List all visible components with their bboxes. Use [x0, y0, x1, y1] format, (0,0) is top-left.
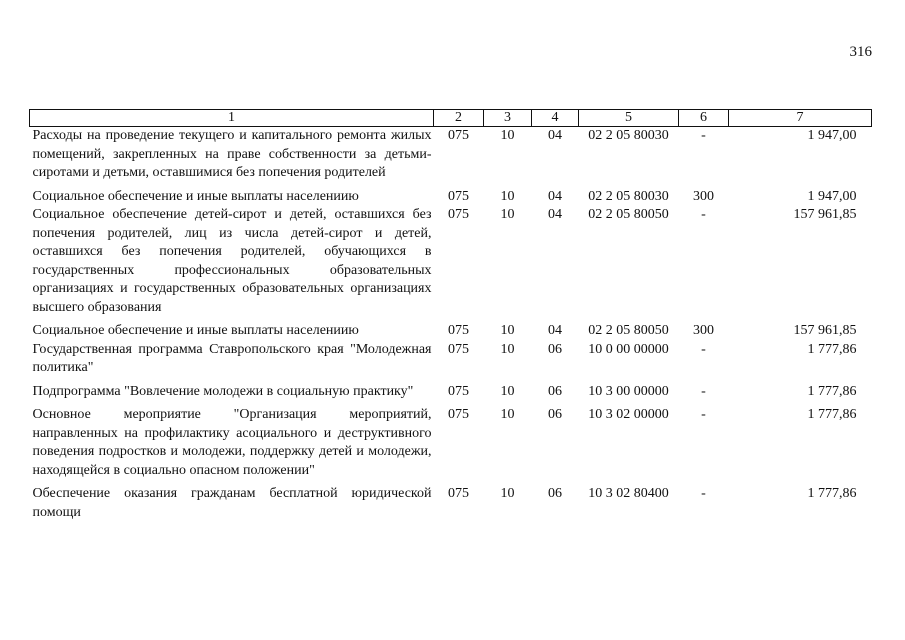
page-number: 316: [849, 44, 872, 60]
row-dept-code: 075: [448, 128, 469, 143]
row-amount: 1 777,86: [807, 341, 857, 357]
row-expense-type: -: [701, 128, 706, 143]
row-subsection-code: 06: [548, 486, 562, 501]
column-header-3: 3: [484, 110, 532, 127]
row-subsection-code: 06: [548, 383, 562, 399]
row-expense-type: -: [701, 207, 706, 222]
column-header-5: 5: [579, 110, 679, 127]
row-amount: 157 961,85: [793, 207, 857, 222]
row-section-code: 10: [500, 188, 515, 204]
table-row: [30, 383, 872, 407]
row-target-code: 02 2 05 80030: [588, 128, 669, 143]
table-row: [30, 206, 872, 322]
row-target-code: 02 2 05 80050: [588, 207, 669, 222]
row-target-code: 10 3 02 00000: [588, 407, 669, 422]
row-description: Расходы на проведение текущего и капитального ремонта жилых помещений, закрепленных на праве собственности за детьми-сиротами и детьми, оставшимися без попечения родителей: [32, 128, 432, 180]
table-row: [30, 485, 872, 522]
table-row: [30, 188, 872, 207]
table-row: [30, 322, 872, 341]
row-target-code: 10 3 02 80400: [588, 486, 669, 501]
row-dept-code: 075: [448, 407, 469, 422]
row-amount: 1 777,86: [807, 486, 857, 501]
row-section-code: 10: [500, 383, 515, 399]
row-dept-code: 075: [448, 486, 469, 501]
row-section-code: 10: [500, 128, 515, 143]
row-expense-type: -: [701, 407, 706, 422]
row-section-code: 10: [500, 407, 515, 422]
row-amount: 1 777,86: [807, 383, 857, 399]
row-description: Обеспечение оказания гражданам бесплатной юридической помощи: [32, 486, 432, 520]
row-description: Основное мероприятие "Организация мероприятий, направленных на профилактику асоциального и деструктивного поведения подростков и молодежи, поддержку детей и молодежи, находящейся в социально опасном положении": [32, 407, 432, 478]
header-row: [30, 110, 872, 127]
row-description: Государственная программа Ставропольского края "Молодежная политика": [32, 341, 432, 375]
column-header-1: 1: [30, 110, 434, 127]
row-expense-type: -: [701, 383, 706, 399]
column-header-4: 4: [532, 110, 579, 127]
row-dept-code: 075: [448, 323, 469, 338]
row-expense-type: 300: [693, 323, 714, 338]
row-subsection-code: 06: [548, 341, 562, 357]
table-row: [30, 406, 872, 485]
row-amount: 157 961,85: [793, 323, 857, 338]
row-section-code: 10: [500, 486, 515, 501]
row-subsection-code: 06: [548, 407, 562, 422]
budget-table: [29, 109, 872, 522]
row-dept-code: 075: [448, 207, 469, 222]
row-section-code: 10: [500, 341, 515, 357]
row-amount: 1 947,00: [807, 188, 857, 204]
row-dept-code: 075: [448, 188, 469, 204]
row-subsection-code: 04: [548, 207, 562, 222]
row-expense-type: 300: [693, 188, 714, 204]
row-dept-code: 075: [448, 383, 469, 399]
column-header-2: 2: [434, 110, 484, 127]
row-target-code: 10 0 00 00000: [588, 341, 669, 357]
row-target-code: 10 3 00 00000: [588, 383, 669, 399]
row-description: Социальное обеспечение и иные выплаты населениию: [32, 323, 359, 338]
row-amount: 1 947,00: [807, 128, 857, 143]
row-target-code: 02 2 05 80050: [588, 323, 669, 338]
row-expense-type: -: [701, 341, 706, 357]
row-subsection-code: 04: [548, 128, 562, 143]
row-section-code: 10: [500, 207, 515, 222]
row-subsection-code: 04: [548, 188, 562, 204]
table-row: [30, 341, 872, 383]
row-target-code: 02 2 05 80030: [588, 188, 669, 204]
row-description: Социальное обеспечение и иные выплаты населениию: [32, 188, 359, 204]
column-header-7: 7: [729, 110, 872, 127]
row-amount: 1 777,86: [807, 407, 857, 422]
table-row: [30, 127, 872, 188]
column-header-6: 6: [679, 110, 729, 127]
row-section-code: 10: [500, 323, 515, 338]
row-description: Подпрограмма "Вовлечение молодежи в социальную практику": [32, 383, 414, 399]
row-dept-code: 075: [448, 341, 469, 357]
row-expense-type: -: [701, 486, 706, 501]
row-description: Социальное обеспечение детей-сирот и детей, оставшихся без попечения родителей, лиц из числа детей-сирот и детей, оставшихся без попечения родителей, обучающихся в государственных профессиональных образовательных организациях и государственных образовательных организациях высшего образования: [32, 207, 432, 315]
row-subsection-code: 04: [548, 323, 562, 338]
